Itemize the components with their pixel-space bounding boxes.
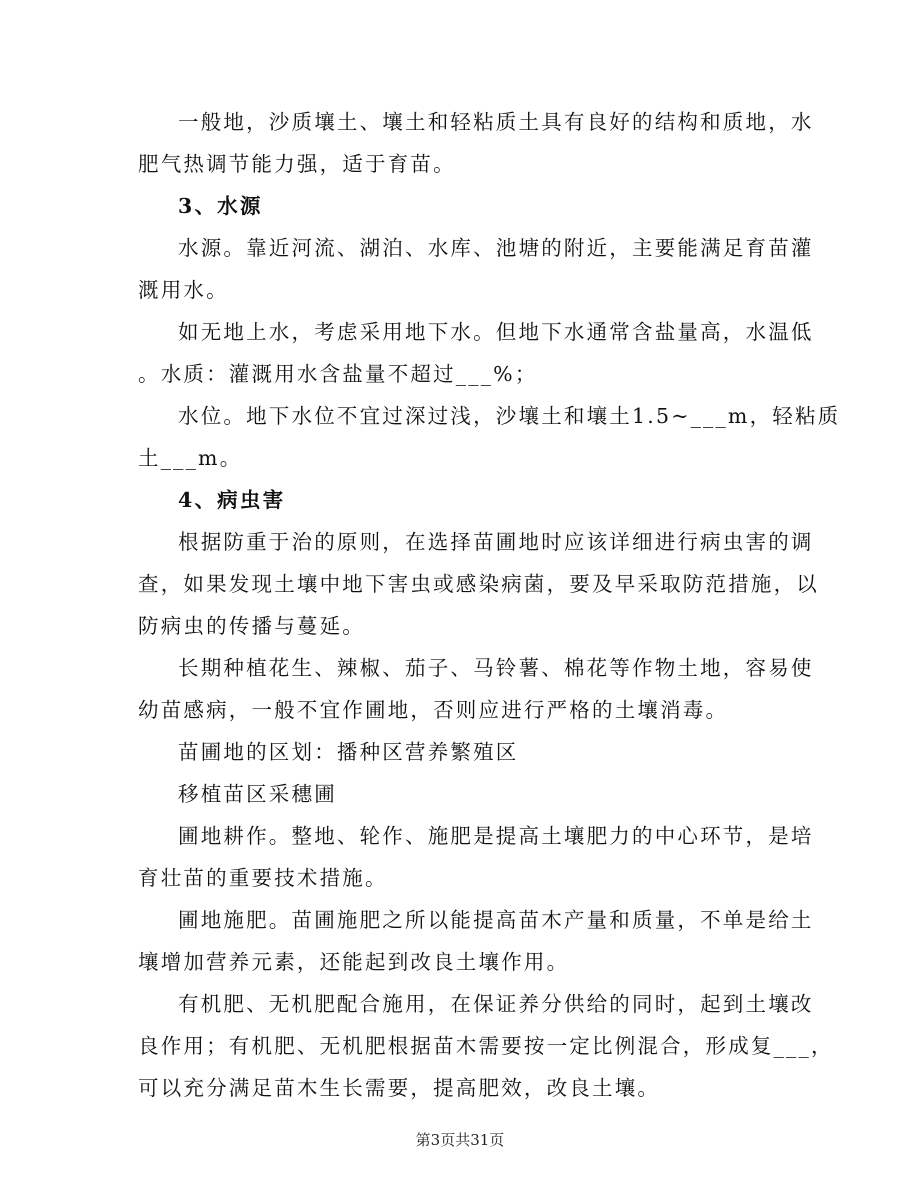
paragraph-line: 查，如果发现土壤中地下害虫或感染病菌，要及早采取防范措施，以: [138, 572, 819, 596]
paragraph-line: 根据防重于治的原则，在选择苗圃地时应该详细进行病虫害的调: [178, 530, 814, 554]
paragraph-line: 壤增加营养元素，还能起到改良土壤作用。: [138, 950, 570, 974]
paragraph-line: 一般地，沙质壤土、壤土和轻粘质土具有良好的结构和质地，水: [178, 110, 814, 134]
paragraph-line: 如无地上水，考虑采用地下水。但地下水通常含盐量高，水温低: [178, 320, 814, 344]
paragraph-line: 有机肥、无机肥配合施用，在保证养分供给的同时，起到土壤改: [178, 992, 814, 1016]
paragraph-line: 圃地耕作。整地、轮作、施肥是提高土壤肥力的中心环节，是培: [178, 824, 814, 848]
paragraph-line: 水源。靠近河流、湖泊、水库、池塘的附近，主要能满足育苗灌: [178, 236, 814, 260]
paragraph-line: 圃地施肥。苗圃施肥之所以能提高苗木产量和质量，不单是给土: [178, 908, 814, 932]
paragraph-line: 防病虫的传播与蔓延。: [138, 614, 365, 638]
section-heading: 4、病虫害: [178, 488, 286, 512]
paragraph-line: 良作用；有机肥、无机肥根据苗木需要按一定比例混合，形成复___，: [138, 1034, 834, 1058]
paragraph-line: 苗圃地的区划：播种区营养繁殖区: [178, 740, 519, 764]
page-number: 第3页共31页: [415, 1131, 505, 1149]
section-heading: 3、水源: [178, 194, 263, 218]
paragraph-line: 幼苗感病，一般不宜作圃地，否则应进行严格的土壤消毒。: [138, 698, 729, 722]
paragraph-line: 育壮苗的重要技术措施。: [138, 866, 388, 890]
paragraph-line: 。水质：灌溉用水含盐量不超过___%；: [138, 362, 538, 386]
paragraph-line: 长期种植花生、辣椒、茄子、马铃薯、棉花等作物土地，容易使: [178, 656, 814, 680]
paragraph-line: 移植苗区采穗圃: [178, 782, 337, 806]
paragraph-line: 可以充分满足苗木生长需要，提高肥效，改良土壤。: [138, 1076, 661, 1100]
paragraph-line: 肥气热调节能力强，适于育苗。: [138, 152, 456, 176]
paragraph-line: 溉用水。: [138, 278, 229, 302]
paragraph-line: 土___m。: [138, 446, 243, 470]
paragraph-line: 水位。地下水位不宜过深过浅，沙壤土和壤土1.5~___m，轻粘质: [178, 404, 841, 428]
